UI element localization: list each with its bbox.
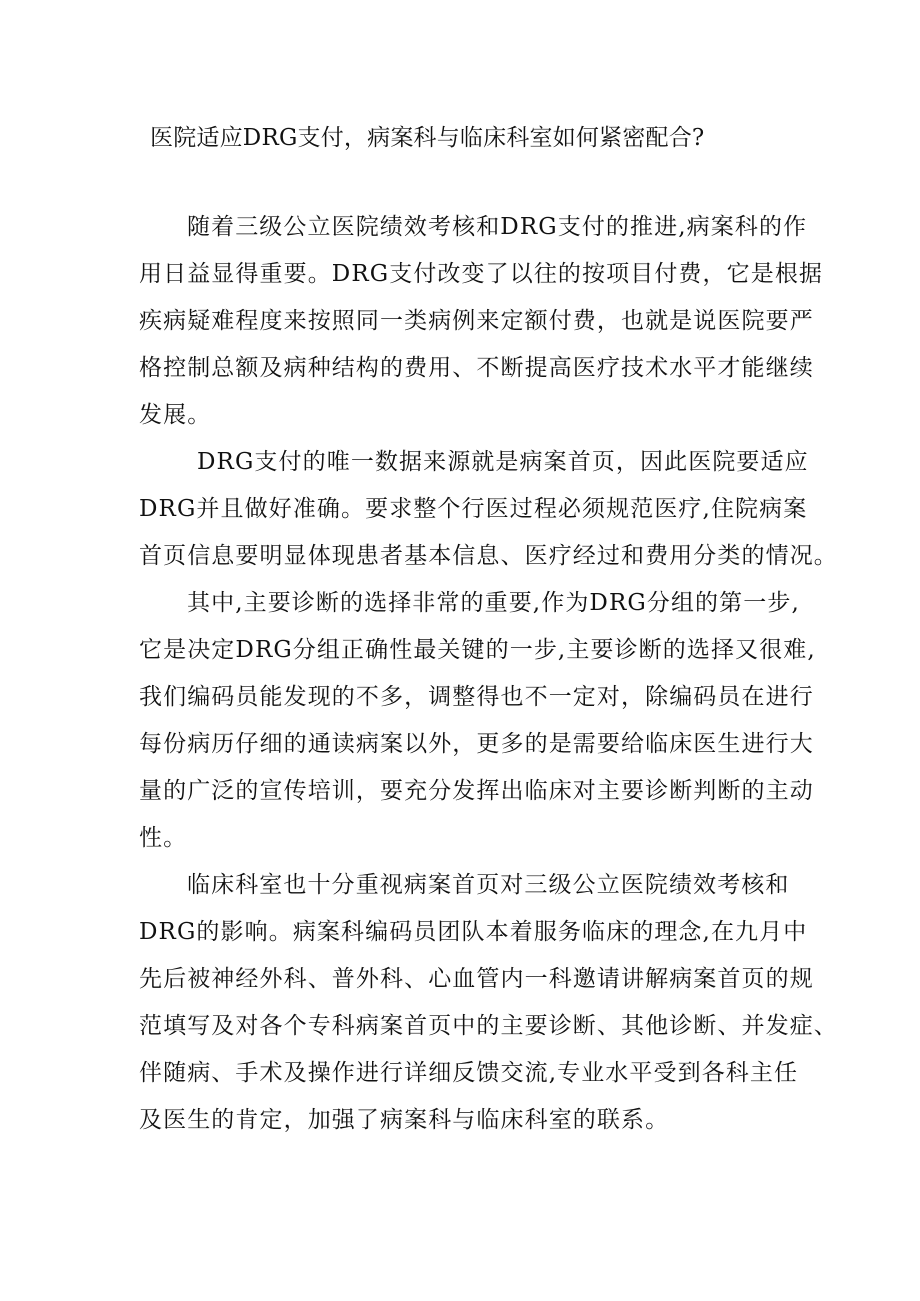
paragraph-1-line-5: 发展。	[139, 402, 212, 428]
paragraph-2-line-3: 首页信息要明显体现患者基本信息、医疗经过和费用分类的情况。	[139, 543, 838, 569]
paragraph-4-line-6: 及医生的肯定，加强了病案科与临床科室的联系。	[139, 1107, 670, 1133]
paragraph-1-line-4: 格控制总额及病种结构的费用、不断提高医疗技术水平才能继续	[139, 355, 814, 381]
paragraph-2-line-2: DRG并且做好准确。要求整个行医过程必须规范医疗,住院病案	[139, 496, 808, 522]
paragraph-4-line-1: 临床科室也十分重视病案首页对三级公立医院绩效考核和	[187, 872, 790, 898]
paragraph-3-line-3: 我们编码员能发现的不多，调整得也不一定对，除编码员在进行	[139, 684, 814, 710]
paragraph-2-line-1: DRG支付的唯一数据来源就是病案首页，因此医院要适应	[197, 449, 809, 475]
paragraph-4-line-2: DRG的影响。病案科编码员团队本着服务临床的理念,在九月中	[139, 919, 808, 945]
paragraph-3-line-6: 性。	[139, 825, 188, 851]
paragraph-3	[139, 584, 816, 866]
paragraph-3-line-2: 它是决定DRG分组正确性最关键的一步,主要诊断的选择又很难,	[139, 637, 816, 663]
paragraph-1	[139, 208, 824, 443]
paragraph-4-line-3: 先后被神经外科、普外科、心血管内一科邀请讲解病案首页的规	[139, 966, 814, 992]
paragraph-1-line-1: 随着三级公立医院绩效考核和DRG支付的推进,病案科的作	[187, 214, 808, 240]
paragraph-4-line-5: 伴随病、手术及操作进行详细反馈交流,专业水平受到各科主任	[139, 1060, 799, 1086]
paragraph-2	[139, 443, 838, 584]
paragraph-4-line-4: 范填写及对各个专科病案首页中的主要诊断、其他诊断、并发症、	[139, 1013, 838, 1039]
paragraph-3-line-4: 每份病历仔细的通读病案以外，更多的是需要给临床医生进行大	[139, 731, 814, 757]
paragraph-1-line-2: 用日益显得重要。DRG支付改变了以往的按项目付费，它是根据	[139, 261, 824, 287]
paragraph-4	[139, 866, 838, 1148]
paragraph-3-line-1: 其中,主要诊断的选择非常的重要,作为DRG分组的第一步,	[187, 590, 800, 616]
paragraph-1-line-3: 疾病疑难程度来按照同一类病例来定额付费，也就是说医院要严	[139, 308, 814, 334]
document-body	[139, 208, 838, 1148]
document-title: 医院适应DRG支付，病案科与临床科室如何紧密配合?	[150, 125, 705, 151]
paragraph-3-line-5: 量的广泛的宣传培训，要充分发挥出临床对主要诊断判断的主动	[139, 778, 814, 804]
